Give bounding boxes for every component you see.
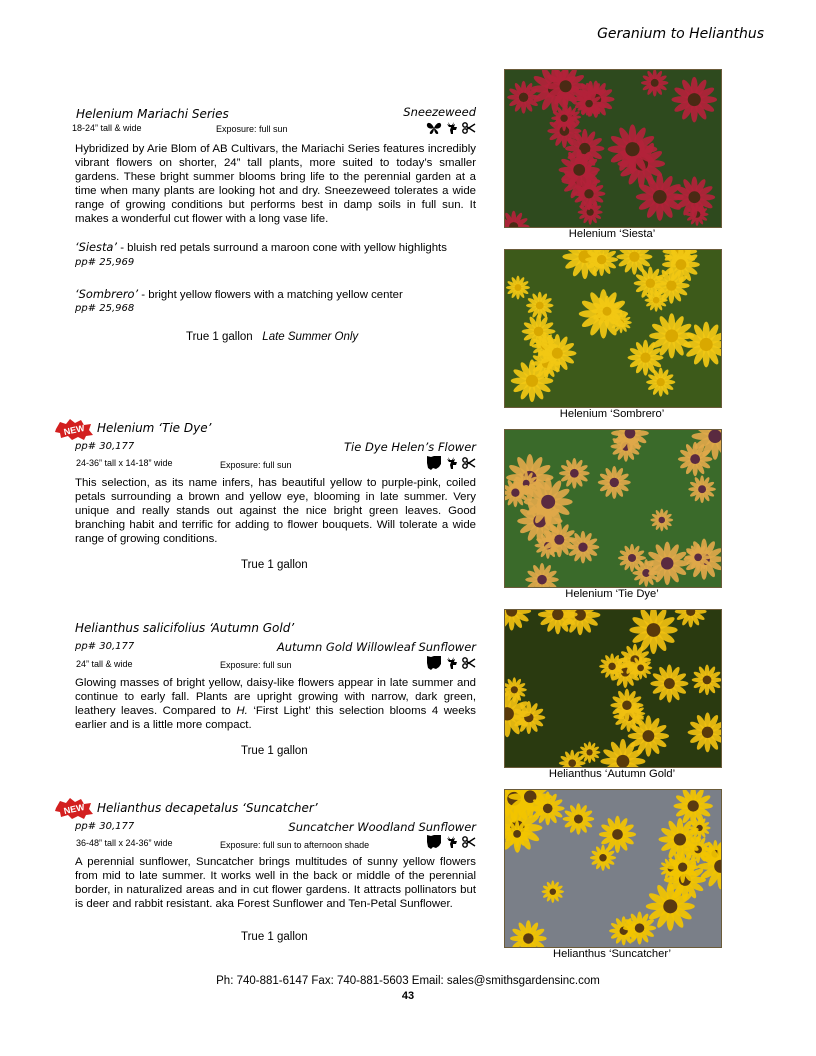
deer-resistant-icon (445, 121, 459, 135)
entry-title: Helenium Mariachi Series (76, 107, 229, 121)
photo-caption: Helenium ‘Sombrero’ (559, 408, 665, 420)
container-size: True 1 gallon (186, 331, 253, 343)
entry-description (75, 676, 476, 732)
deer-resistant-icon (445, 656, 459, 670)
page-header: Geranium to Helianthus (597, 26, 764, 42)
plant-size: 24-36” tall x 14-18” wide (76, 458, 173, 468)
exposure: Exposure: full sun to afternoon shade (220, 840, 370, 850)
plant-patent: pp# 25,969 (75, 257, 135, 268)
exposure: Exposure: full sun (220, 660, 292, 670)
entry-title: Helenium ‘Tie Dye’ (97, 421, 212, 435)
photo-helenium-tie-dye (504, 429, 722, 588)
entry-title: Helianthus salicifolius ‘Autumn Gold’ (75, 621, 295, 635)
cut-flower-icon (462, 121, 476, 135)
container-size: True 1 gallon (241, 745, 308, 757)
new-badge-label: NEW (62, 801, 86, 817)
photo-caption: Helenium ‘Tie Dye’ (565, 588, 659, 600)
ohio-native-icon (426, 655, 442, 670)
flower-photo (505, 250, 721, 407)
photo-helenium-sombrero (504, 249, 722, 408)
flower-photo (505, 610, 721, 767)
plant-size: 18-24” tall & wide (72, 123, 142, 133)
exposure: Exposure: full sun (220, 460, 292, 470)
availability (186, 331, 358, 343)
common-name: Tie Dye Helen’s Flower (344, 440, 476, 454)
description-emphasis: H. (236, 705, 248, 717)
butterfly-icon (426, 121, 442, 135)
new-badge-label: NEW (62, 422, 86, 438)
icon-group (426, 455, 476, 470)
icon-group (426, 655, 476, 670)
flower-photo (505, 70, 721, 227)
exposure: Exposure: full sun (216, 124, 288, 134)
container-size: True 1 gallon (241, 559, 308, 571)
availability-note: Late Summer Only (262, 331, 359, 343)
description-part: Glowing masses of bright yellow, daisy-like flowers appear in late summer and continue to early fall. Plants are upright growing with narrow, dark green, leathery leaves. Compared to (75, 677, 476, 717)
cut-flower-icon (462, 656, 476, 670)
new-badge-icon (54, 797, 94, 819)
common-name: Autumn Gold Willowleaf Sunflower (276, 640, 476, 654)
icon-group (426, 121, 476, 135)
container-size: True 1 gallon (241, 931, 308, 943)
page-number: 43 (401, 990, 415, 1002)
photo-helianthus-suncatcher (504, 789, 722, 948)
variety-line (75, 287, 403, 301)
variety-description: - bright yellow flowers with a matching yellow center (138, 289, 403, 301)
plant-size: 36-48” tall x 24-36” wide (76, 838, 173, 848)
plant-patent: pp# 25,968 (75, 303, 135, 314)
flower-photo (505, 430, 721, 587)
common-name: Suncatcher Woodland Sunflower (288, 820, 476, 834)
description-part: ‘First Light’ this selection blooms 4 weeks earlier and is a little more compact. (75, 705, 476, 731)
photo-caption: Helenium ‘Siesta’ (568, 228, 656, 240)
plant-size: 24” tall & wide (76, 659, 133, 669)
ohio-native-icon (426, 834, 442, 849)
new-badge-icon (54, 418, 94, 440)
variety-name: ‘Siesta’ (75, 240, 118, 254)
variety-name: ‘Sombrero’ (75, 287, 139, 301)
photo-caption: Helianthus ‘Suncatcher’ (553, 948, 671, 960)
cut-flower-icon (462, 456, 476, 470)
deer-resistant-icon (445, 456, 459, 470)
deer-resistant-icon (445, 835, 459, 849)
plant-patent: pp# 30,177 (75, 821, 135, 832)
cut-flower-icon (462, 835, 476, 849)
plant-patent: pp# 30,177 (75, 441, 135, 452)
entry-description: A perennial sunflower, Suncatcher brings multitudes of sunny yellow flowers from mid to late summer. It works well in the back or middle of the perennial border, in naturalized areas and in cut flower gardens. It attracts pollinators but is deer and rabbit resistant. aka Forest Sunflower and Ten-Petal Sunflower. (75, 856, 476, 910)
plant-patent: pp# 30,177 (75, 641, 135, 652)
variety-description: - bluish red petals surround a maroon cone with yellow highlights (117, 242, 447, 254)
ohio-native-icon (426, 455, 442, 470)
entry-title: Helianthus decapetalus ‘Suncatcher’ (97, 801, 318, 815)
photo-helianthus-autumn-gold (504, 609, 722, 768)
flower-photo (505, 790, 721, 947)
icon-group (426, 834, 476, 849)
entry-description: Hybridized by Arie Blom of AB Cultivars, the Mariachi Series features incredibly vibrant flowers on shorter, 24” tall plants, more suited to today’s smaller gardens. These bright summer blooms bring life to the perennial garden at a time when many plants are looking hot and dry. Sneezeweed tolerates a wide range of growing conditions but performs best in damp soils in full sun. It makes a wonderful cut flower with a long vase life. (75, 143, 476, 225)
footer-contact: Ph: 740-881-6147 Fax: 740-881-5603 Email: sales@smithsgardensinc.com (216, 975, 600, 987)
entry-description: This selection, as its name infers, has beautiful yellow to purple-pink, coiled petals surrounding a brown and yellow eye, blooming in late summer. Very unique and really stands out against the nice bright green leaves. Good branching habit and terrific for adding to flower bouquets. Will tolerate a wide range of growing conditions. (75, 477, 476, 545)
common-name: Sneezeweed (403, 105, 476, 119)
variety-line (75, 240, 447, 254)
photo-caption: Helianthus ‘Autumn Gold’ (548, 768, 676, 780)
photo-helenium-siesta (504, 69, 722, 228)
